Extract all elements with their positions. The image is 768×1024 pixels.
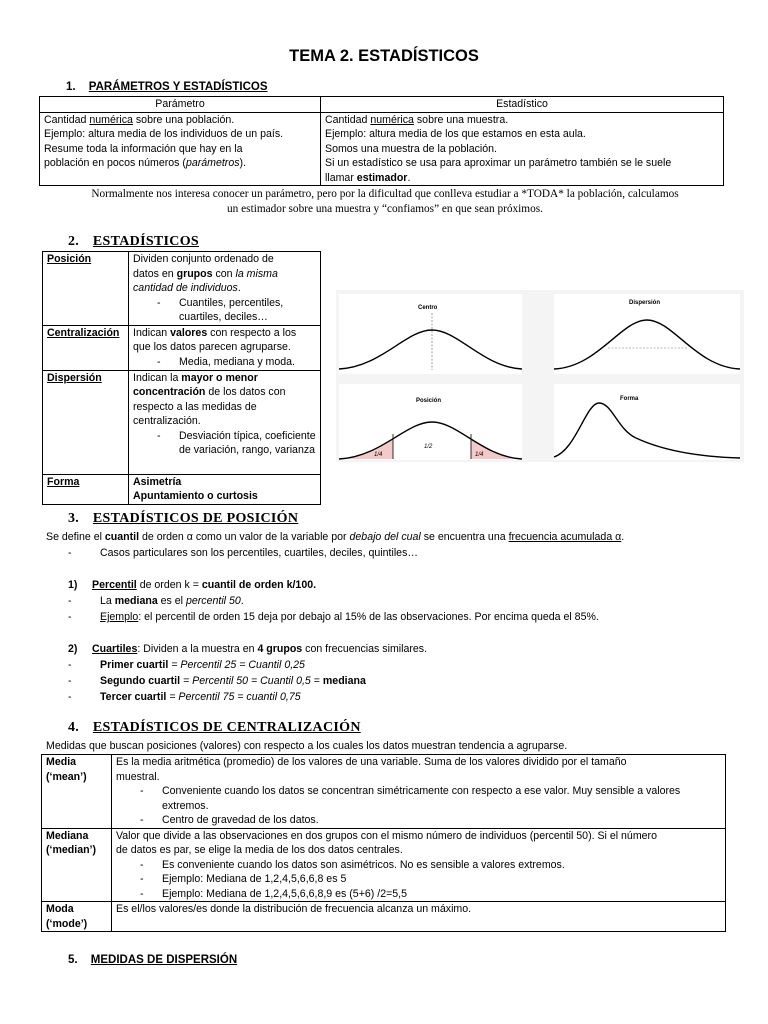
- list-item: - Casos particulares son los percentiles, cuartiles, deciles, quintiles…: [68, 547, 418, 559]
- row-label-dispersion: Dispersión: [47, 371, 102, 384]
- row-label-mediana: Mediana: [46, 829, 89, 842]
- page-title: TEMA 2. ESTADÍSTICOS: [289, 47, 479, 65]
- section-number: 2.: [68, 234, 80, 249]
- posicion-title: Posición: [416, 398, 442, 404]
- row-label-centralizacion: Centralización: [47, 326, 120, 339]
- list-item: - Ejemplo: el percentil de orden 15 deja por debajo al 15% de las observaciones. Por encima queda el 85%.: [68, 611, 599, 623]
- mediana-cell: Valor que divide a las observaciones en dos grupos con el mismo número de individuos (percentil 50). Si el número de datos es par, se elige la media de los dos datos centrales. - Es conveniente cuando los datos son asimétricos. No es sensible a valores extremos. - Ejemplo: Mediana de 1,2,4,5,6,6,8 es 5 - Ejemplo: Mediana de 1,2,4,5,6,6,8,9 es (5+6) /2=5,5: [112, 828, 726, 902]
- posicion-q3-label: 1/4: [475, 452, 484, 458]
- parametro-cell: Cantidad numérica sobre una población. Ejemplo: altura media de los individuos de un país. Resume toda la información que hay en la población en pocos números (parámetros).: [40, 112, 321, 186]
- list-item: - Ejemplo: Mediana de 1,2,4,5,6,6,8 es 5: [140, 872, 721, 887]
- section-2-heading: [68, 235, 199, 250]
- section-4-heading: [68, 721, 361, 736]
- col-header-parametro: Parámetro: [40, 97, 321, 113]
- estadistico-example: Ejemplo: altura media de los que estamos en esta aula.: [325, 128, 586, 140]
- section-title: ESTADÍSTICOS: [92, 234, 199, 249]
- dispersion-title: Dispersión: [629, 300, 661, 306]
- section-title: MEDIDAS DE DISPERSIÓN: [90, 954, 238, 966]
- forma-panel: [554, 384, 740, 460]
- row-label-moda: Moda: [46, 903, 74, 915]
- list-item: - Es conveniente cuando los datos son asimétricos. No es sensible a valores extremos.: [140, 858, 721, 873]
- list-item: - Tercer cuartil = Percentil 75 = cuantil 0,75: [68, 691, 301, 703]
- section-number: 1.: [66, 81, 76, 93]
- section-4-intro: Medidas que buscan posiciones (valores) con respecto a los cuales los datos muestran tendencia a agruparse.: [46, 740, 568, 752]
- cuantil-definition: Se define el cuantil de orden α como un valor de la variable por debajo del cual se encuentra una frecuencia acumulada α.: [46, 531, 625, 543]
- row-label-posicion: Posición: [47, 253, 92, 265]
- list-item: - Conveniente cuando los datos se concentran simétricamente con respecto a ese valor. Muy sensible a valores extremos.: [140, 784, 721, 813]
- estadisticos-table: [42, 251, 321, 505]
- list-item: - Segundo cuartil = Percentil 50 = Cuantil 0,5 = mediana: [68, 675, 366, 687]
- section-3-heading: [68, 512, 298, 527]
- media-cell: Es la media aritmética (promedio) de los valores de una variable. Suma de los valores dividido por el tamaño muestral. - Conveniente cuando los datos se concentran simétricamente con respecto a ese valor. Muy sensible a valores extremos. - Centro de gravedad de los datos.: [112, 755, 726, 829]
- cuartiles-heading: 2) Cuartiles: Dividen a la muestra en 4 grupos con frecuencias similares.: [68, 643, 428, 655]
- section-title: ESTADÍSTICOS DE CENTRALIZACIÓN: [92, 720, 361, 735]
- row-label-media: Media: [46, 756, 77, 768]
- section-title: PARÁMETROS Y ESTADÍSTICOS: [88, 81, 268, 93]
- distribution-plots: [336, 290, 744, 462]
- list-item: - Media, mediana y moda.: [157, 355, 316, 370]
- forma-title: Forma: [620, 396, 639, 402]
- centralizacion-cell: Indican valores con respecto a los que los datos parecen agruparse. - Media, mediana y moda.: [129, 325, 321, 370]
- list-item: - Ejemplo: Mediana de 1,2,4,5,6,6,8,9 es (5+6) /2=5,5: [140, 887, 721, 902]
- centro-title: Centro: [418, 305, 438, 311]
- posicion-cell: Dividen conjunto ordenado de datos en grupos con la misma cantidad de individuos. - Cuantiles, percentiles, cuartiles, deciles…: [129, 252, 321, 326]
- dispersion-cell: Indican la mayor o menor concentración de los datos con respecto a las medidas de centralización. - Desviación típica, coeficiente de variación, rango, varianza: [129, 370, 321, 474]
- parametro-estadistico-table: [39, 96, 724, 186]
- list-item: - Centro de gravedad de los datos.: [140, 813, 721, 828]
- list-item: - Cuantiles, percentiles, cuartiles, deciles…: [157, 296, 316, 325]
- percentil-heading: 1) Percentil de orden k = cuantil de orden k/100.: [68, 579, 317, 591]
- section-number: 4.: [68, 720, 80, 735]
- posicion-q2-label: 1/2: [424, 444, 433, 450]
- section-title: ESTADÍSTICOS DE POSICIÓN: [92, 511, 299, 526]
- moda-cell: Es el/los valores/es donde la distribución de frecuencia alcanza un máximo.: [112, 902, 726, 932]
- section-1-heading: [66, 80, 268, 95]
- list-item: - Desviación típica, coeficiente de variación, rango, varianza: [157, 429, 316, 458]
- parametro-example: Ejemplo: altura media de los individuos de un país.: [44, 128, 284, 140]
- section-1-note: Normalmente nos interesa conocer un parámetro, pero por la dificultad que conlleva estudiar a *TODA* la población, calculamos un estimador sobre una muestra y “confiamos” en que sean próximos.: [91, 188, 679, 215]
- posicion-q1-label: 1/4: [374, 452, 383, 458]
- section-5-heading: [68, 953, 237, 968]
- estadistico-cell: Cantidad numérica sobre una muestra. Ejemplo: altura media de los que estamos en esta aula. Somos una muestra de la población. Si un estadístico se usa para aproximar un parámetro también se le suele llamar estimador.: [321, 112, 724, 186]
- list-item: - Primer cuartil = Percentil 25 = Cuantil 0,25: [68, 659, 305, 671]
- forma-cell: Asimetría Apuntamiento o curtosis: [129, 474, 321, 504]
- centralizacion-table: Media (‘mean’) Es la media aritmética (promedio) de los valores de una variable. Suma de los valores dividido por el tamaño muestral. - Conveniente cuando los datos se concentran simétricamente con respecto a ese valor. Muy sensible a valores extremos. - Centro de gravedad de los datos. Mediana (‘median’) Valor que divide a las observaciones en dos grupos con el mismo número de individuos (percentil 50). Si el número de datos es par, se elige la media de los dos datos centrales. - Es conveniente cuando los datos son asimétricos. No es sensible a valores extremos. - Ejemplo: Mediana de 1,2,4,5,6,6,8 es 5 - Ejemplo: Mediana de 1,2,4,5,6,6,8,9 es (5+6) /2=5,5 Moda (‘mode’) Es el/los valores/es donde la distribución de frecuencia alcanza un máximo.: [41, 754, 726, 932]
- section-number: 5.: [68, 954, 78, 966]
- col-header-estadistico: Estadístico: [321, 97, 724, 113]
- section-number: 3.: [68, 511, 80, 526]
- list-item: - La mediana es el percentil 50.: [68, 595, 244, 607]
- row-label-forma: Forma: [47, 475, 80, 488]
